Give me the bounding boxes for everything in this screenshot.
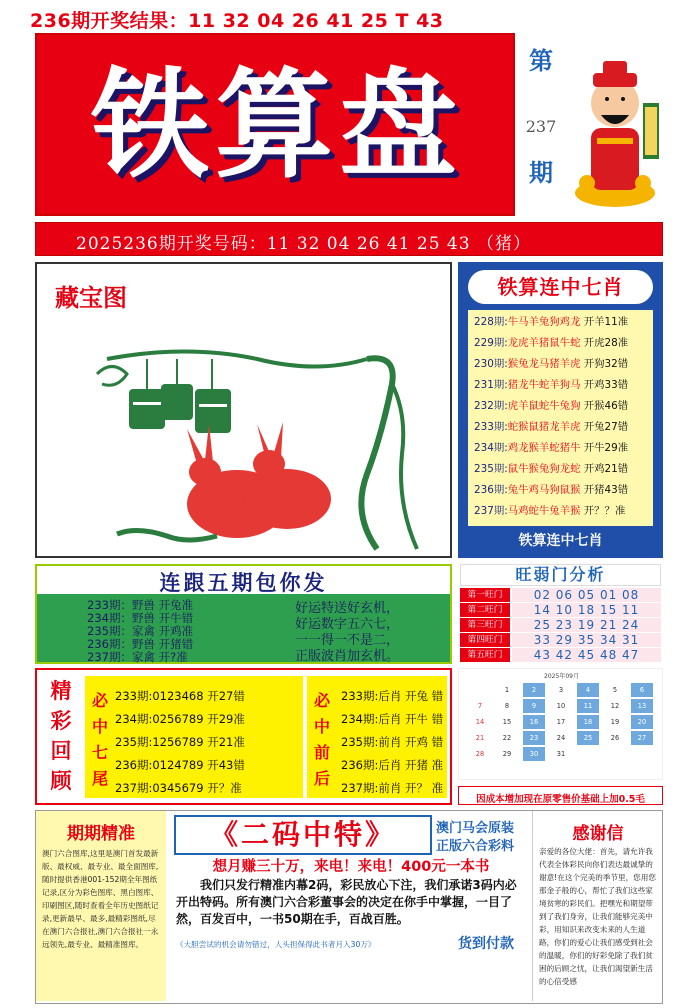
- calendar-day: 17: [556, 718, 566, 726]
- row-period: 228期:: [474, 316, 508, 328]
- row-animals: 蛇猴鼠猪龙羊虎: [507, 421, 581, 433]
- row-period: 236期:: [474, 484, 508, 496]
- gate-numbers: 43 42 45 48 47: [512, 648, 661, 662]
- issue-number: 237: [525, 117, 557, 136]
- calendar-day: 28: [475, 750, 485, 758]
- must-tail-label-char: 尾: [91, 769, 108, 788]
- must-front-label-char: 后: [313, 769, 330, 788]
- five-period-title: 连跟五期包你发: [159, 571, 328, 595]
- row-period: 230期:: [474, 358, 508, 370]
- gate-numbers: 33 29 35 34 31: [512, 633, 661, 647]
- row-period: 234期:: [474, 442, 508, 454]
- poem-line: 正版波肖加玄机。: [295, 649, 400, 664]
- seven-zodiac-list: [468, 310, 653, 526]
- row-result: 开猪43错: [583, 484, 629, 496]
- weak-gate-panel: [458, 564, 663, 664]
- treasure-map-drawing: [37, 264, 450, 556]
- treasure-map-title: 藏宝图: [55, 284, 127, 312]
- row-period: 235期:: [474, 463, 508, 475]
- daily-accurate-title: 期期精准: [67, 824, 135, 844]
- seven-zodiac-footer: 铁算连中七肖: [518, 533, 603, 549]
- list-item: [474, 355, 628, 374]
- ad-body-text: 我们只发行精准内幕2码，彩民放心下注，我们承诺3码内必开出特码。所有澳门六合彩董事会的决定在你手中掌握，一目了然，百发百中，一书50期在手，百战百胜。: [176, 878, 517, 926]
- gate-label: 第三旺门: [460, 618, 510, 632]
- weak-gate-header: [460, 564, 661, 586]
- row-result: 开猴46错: [583, 400, 629, 412]
- calendar-day: 13: [631, 699, 653, 713]
- poem-line: 一一得一不是二，: [295, 633, 400, 648]
- list-item: 236期：野兽 开猪错: [87, 637, 194, 651]
- calendar-day: 12: [610, 702, 620, 710]
- row-result: 开羊11准: [583, 316, 629, 328]
- review-char: 精: [50, 679, 72, 703]
- fortune-god-image: [567, 33, 663, 216]
- masthead-title: 铁算盘: [90, 56, 463, 194]
- list-item: [474, 313, 628, 332]
- review-char: 回: [50, 739, 72, 763]
- five-period-panel: [35, 564, 452, 664]
- calendar-day: 1: [504, 686, 510, 694]
- list-item: 234期:后肖 开牛 错: [341, 712, 444, 726]
- row-result: 开虎28准: [583, 337, 629, 349]
- list-item: 237期：家禽 开?准: [87, 650, 188, 664]
- row-period: 233期:: [474, 421, 508, 433]
- calendar-day: 27: [631, 731, 653, 745]
- calendar-day: 11: [577, 699, 599, 713]
- list-item: 235期：家禽 开鸡准: [87, 624, 194, 638]
- list-item: 234期：野兽 开牛错: [87, 611, 194, 625]
- calendar-day: 8: [504, 702, 510, 710]
- row-period: 232期:: [474, 400, 508, 412]
- row-result: 开兔27错: [583, 421, 629, 433]
- gate-label: 第一旺门: [460, 588, 510, 602]
- two-code-ad: [168, 811, 530, 1001]
- list-item: [474, 418, 628, 437]
- calendar-day: 15: [502, 718, 512, 726]
- row-animals: 鸡龙猴羊蛇猪牛: [507, 442, 581, 454]
- gate-numbers: 02 06 05 01 08: [512, 588, 661, 602]
- ad-title: 《二码中特》: [209, 818, 396, 851]
- calendar-day: 21: [475, 734, 485, 742]
- calendar-day: 18: [577, 715, 599, 729]
- price-notice: [458, 786, 663, 805]
- cash-on-delivery-label: 货到付款: [458, 936, 514, 952]
- calendar-day: 19: [610, 718, 620, 726]
- seven-zodiac-panel: [458, 262, 663, 558]
- calendar-day: 5: [612, 686, 618, 694]
- calendar-day: 2: [523, 683, 545, 697]
- gate-numbers: 14 10 18 15 11: [512, 603, 661, 617]
- must-tail-label-char: 中: [91, 717, 108, 736]
- seven-zodiac-title: 铁算连中七肖: [497, 275, 624, 299]
- calendar-day: 22: [502, 734, 512, 742]
- calendar-day: 26: [610, 734, 620, 742]
- calendar-title: 2025年09月: [544, 673, 579, 680]
- top-result-banner: 236期开奖结果：11 32 04 26 41 25 T 43: [30, 10, 444, 32]
- five-period-header: [37, 566, 450, 594]
- must-front-label-char: 必: [313, 691, 330, 710]
- issue-number-box: [517, 33, 565, 216]
- calendar-day: 25: [577, 731, 599, 745]
- draw-result-bar: [35, 222, 663, 256]
- row-period: 231期:: [474, 379, 508, 391]
- row-animals: 鼠牛猴兔狗龙蛇: [507, 463, 581, 475]
- must-tail-label-char: 必: [91, 691, 108, 710]
- calendar-day: 20: [631, 715, 653, 729]
- review-char: 顾: [50, 769, 72, 793]
- calendar-day: 10: [556, 702, 566, 710]
- list-item: 236期:后肖 开猪 准: [341, 758, 444, 772]
- row-result: 开鸡33错: [583, 379, 629, 391]
- footer-section: [35, 810, 663, 1004]
- thank-you-letter: [532, 811, 662, 1001]
- list-item: 233期:0123468 开27错: [115, 689, 245, 703]
- gate-numbers: 25 23 19 21 24: [512, 618, 661, 632]
- list-item: [474, 334, 628, 353]
- calendar-day: 24: [556, 734, 566, 742]
- thank-you-title: 感谢信: [572, 824, 624, 844]
- list-item: 234期:0256789 开29准: [115, 712, 245, 726]
- issue-prefix: 第: [529, 47, 553, 75]
- calendar-day: 16: [523, 715, 545, 729]
- list-item: 236期:0124789 开43错: [115, 758, 245, 772]
- review-panel: [35, 668, 452, 805]
- masthead: [35, 33, 515, 216]
- calendar-day: 9: [523, 699, 545, 713]
- row-result: 开狗32错: [583, 358, 629, 370]
- list-item: [474, 439, 628, 458]
- list-item: [474, 460, 628, 479]
- list-item: [474, 502, 625, 521]
- treasure-map-panel: [35, 262, 452, 558]
- row-animals: 龙虎羊猪鼠牛蛇: [507, 337, 581, 349]
- ad-quote: 《大胆尝试的机会请勿错过，人头担保得此书者月入30万》: [176, 940, 376, 949]
- thank-you-text: 亲爱的各位大佬：首先，请允许我代表全体彩民向你们表达最诚挚的谢意!在这个完美的季节里，您用您那金子般的心，帮忙了我们这些家境贫寒的彩民们。把嘿光和期望带到了我们身旁，让我们能够完美中彩，用知识来改变未来的人生道路，你们的爱心让我们感受到社会的温暖，你们的好彩免除了我们贫困的后顾之忧，让我们渴望新生活的心倍受感: [539, 847, 656, 986]
- daily-accurate-panel: [36, 811, 166, 1001]
- list-item: [474, 481, 628, 500]
- calendar-day: 14: [475, 718, 485, 726]
- calendar-day: 4: [577, 683, 599, 697]
- must-tail-label-char: 七: [91, 743, 108, 762]
- list-item: 235期:1256789 开21准: [115, 735, 245, 749]
- row-result: 开鸡21错: [583, 463, 629, 475]
- list-item: 233期：野兽 开兔准: [87, 598, 194, 612]
- poem-line: 好运数字五六七，: [295, 617, 400, 632]
- row-period: 237期:: [474, 505, 508, 517]
- list-item: 237期:0345679 开？准: [115, 781, 242, 795]
- review-side-title: [43, 676, 79, 796]
- calendar-day: 7: [477, 702, 483, 710]
- list-item: [474, 376, 628, 395]
- must-tail-box: [85, 676, 303, 798]
- gate-label: 第五旺门: [460, 648, 510, 662]
- list-item: 235期:前肖 开鸡 错: [341, 735, 444, 749]
- poem-line: 好运特送好玄机，: [295, 601, 400, 616]
- row-animals: 猴兔龙马猪羊虎: [507, 358, 581, 370]
- list-item: 237期:前肖 开？ 准: [341, 781, 444, 795]
- row-animals: 猪龙牛蛇羊狗马: [507, 379, 581, 391]
- weak-gate-title: 旺弱门分析: [515, 565, 606, 584]
- calendar-day: 31: [556, 750, 566, 758]
- calendar-day: 3: [558, 686, 564, 694]
- ad-slogan: 想月赚三十万，来电！来电！400元一本书: [212, 859, 490, 875]
- ad-side-line: 澳门马会原装: [436, 821, 515, 836]
- ad-side-line: 正版六合彩料: [436, 839, 515, 854]
- calendar-day: 6: [631, 683, 653, 697]
- row-result: 开牛29准: [583, 442, 629, 454]
- gate-label: 第二旺门: [460, 603, 510, 617]
- draw-result-text: 2025236期开奖号码：11 32 04 26 41 25 43 （猪）: [76, 234, 531, 254]
- seven-zodiac-header: [468, 270, 653, 304]
- review-char: 彩: [50, 709, 72, 733]
- calendar-day: 29: [502, 750, 512, 758]
- row-animals: 虎羊鼠蛇牛兔狗: [507, 400, 581, 412]
- daily-accurate-text: 澳门六合图库,这里是澳门首发最新版、最权威、最专业、最全面图库,随时提供香港001-152期全年图纸记录,区分为彩色图库、黑白图库、印刷图区,随时查看全年历史图纸记录,更新最早、最多,最精彩图纸,尽在澳门六合报社,澳门六合报社一永远领先,最专业、最精准图库。: [42, 849, 159, 949]
- calendar-thumbnail: [458, 668, 663, 780]
- calendar-day: 30: [523, 747, 545, 761]
- must-front-label-char: 中: [313, 717, 330, 736]
- list-item: [474, 397, 628, 416]
- list-item: 233期:后肖 开兔 错: [341, 689, 444, 703]
- calendar-day: 23: [523, 731, 545, 745]
- ad-title-box: [174, 815, 432, 855]
- issue-suffix: 期: [529, 159, 553, 187]
- must-front-box: [307, 676, 447, 798]
- gate-label: 第四旺门: [460, 633, 510, 647]
- price-notice-text: 因成本增加现在原零售价基础上加0.5毛: [476, 794, 645, 805]
- must-front-label-char: 前: [313, 743, 330, 762]
- row-animals: 牛马羊兔狗鸡龙: [507, 316, 581, 328]
- row-result: 开？？准: [583, 505, 626, 517]
- row-period: 229期:: [474, 337, 508, 349]
- row-animals: 马鸡蛇牛兔羊猴: [507, 505, 581, 517]
- row-animals: 兔牛鸡马狗鼠猴: [507, 484, 581, 496]
